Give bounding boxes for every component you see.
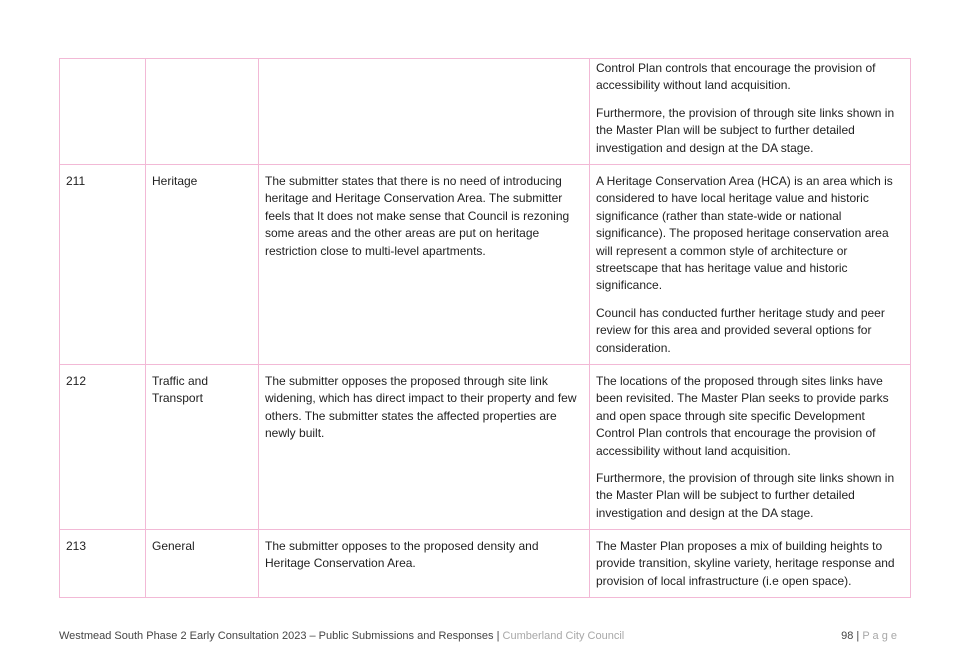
cell-topic: [146, 59, 259, 165]
page-separator: |: [853, 630, 863, 642]
response-paragraph: Control Plan controls that encourage the provision of accessibility without land acquisition.: [596, 61, 876, 93]
footer-page: [841, 630, 897, 642]
cell-number: 213: [60, 530, 146, 598]
cell-topic: Heritage: [146, 165, 259, 365]
cell-topic: Traffic and Transport: [146, 365, 259, 530]
cell-submission: [259, 59, 590, 165]
table-row: [60, 165, 911, 365]
response-paragraph: The locations of the proposed through sites links have been revisited. The Master Plan seeks to provide parks and open space through site specific Development Control Plan controls that encourage the provision of accessibility without land acquisition.: [596, 374, 889, 458]
cell-number: 212: [60, 365, 146, 530]
response-paragraph: The Master Plan proposes a mix of building heights to provide transition, skyline variety, heritage response and provision of local infrastructure (i.e open space).: [596, 539, 895, 588]
cell-number: [60, 59, 146, 165]
table-row: [60, 365, 911, 530]
footer-separator: |: [493, 630, 503, 642]
cell-submission: The submitter opposes the proposed through site link widening, which has direct impact to their property and few others. The submitter states the affected properties are newly built.: [259, 365, 590, 530]
footer-organisation: Cumberland City Council: [502, 630, 625, 642]
cell-response: [590, 165, 911, 365]
response-paragraph: Furthermore, the provision of through site links shown in the Master Plan will be subject to further detailed investigation and design at the DA stage.: [596, 471, 895, 520]
submissions-table: [59, 58, 911, 598]
page-number: 98: [841, 630, 854, 642]
cell-number: 211: [60, 165, 146, 365]
response-paragraph: Council has conducted further heritage study and peer review for this area and provided several options for consideration.: [596, 305, 885, 355]
cell-response: [590, 59, 911, 165]
cell-response: [590, 365, 911, 530]
page-label: P a g e: [862, 630, 897, 642]
footer-left: [59, 630, 624, 642]
response-paragraph: A Heritage Conservation Area (HCA) is an area which is considered to have local heritage value and historic significance (rather than state-wide or national significance). The proposed heritage conservation area will represent a common style of architecture or streetscape that has heritage value and historic significance.: [596, 174, 893, 293]
footer-title: Westmead South Phase 2 Early Consultation 2023 – Public Submissions and Responses: [59, 630, 494, 642]
table-row: [60, 59, 911, 165]
cell-response: [590, 530, 911, 598]
cell-submission: The submitter opposes to the proposed density and Heritage Conservation Area.: [259, 530, 590, 598]
response-paragraph: Furthermore, the provision of through site links shown in the Master Plan will be subject to further detailed investigation and design at the DA stage.: [596, 105, 895, 155]
cell-submission: The submitter states that there is no need of introducing heritage and Heritage Conservation Area. The submitter feels that It does not make sense that Council is rezoning some areas and the other areas are put on heritage restriction close to multi-level apartments.: [259, 165, 590, 365]
cell-topic: General: [146, 530, 259, 598]
table-row: [60, 530, 911, 598]
